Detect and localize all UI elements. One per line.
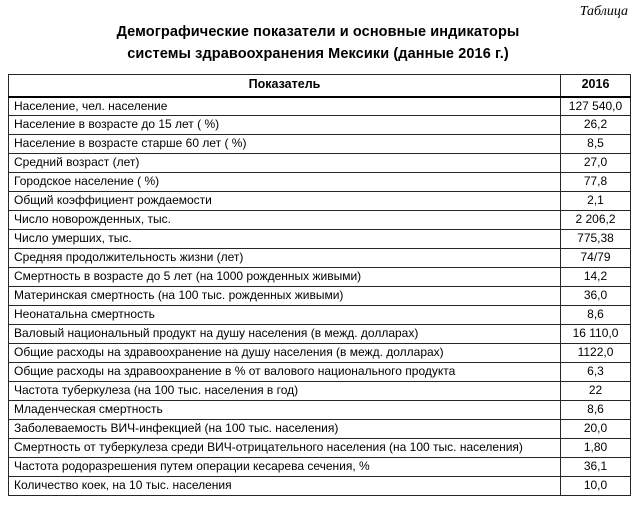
indicator-label: Частота родоразрешения путем операции кесарева сечения, % — [9, 458, 561, 477]
table-header-row — [9, 75, 631, 97]
indicator-label: Частота туберкулеза (на 100 тыс. населения в год) — [9, 382, 561, 401]
indicator-value: 8,6 — [561, 401, 631, 420]
table-row — [9, 382, 631, 401]
table-row — [9, 135, 631, 154]
indicator-value: 36,1 — [561, 458, 631, 477]
table-row — [9, 116, 631, 135]
document-title — [0, 21, 636, 66]
table-row — [9, 268, 631, 287]
table-row — [9, 230, 631, 249]
indicator-label: Общие расходы на здравоохранение в % от валового национального продукта — [9, 363, 561, 382]
table-row — [9, 192, 631, 211]
indicator-value: 16 110,0 — [561, 325, 631, 344]
indicator-label: Смертность от туберкулеза среди ВИЧ-отрицательного населения (на 100 тыс. населения) — [9, 439, 561, 458]
indicator-value: 27,0 — [561, 154, 631, 173]
table-row — [9, 154, 631, 173]
indicator-label: Количество коек, на 10 тыс. населения — [9, 477, 561, 496]
indicator-value: 74/79 — [561, 249, 631, 268]
indicator-label: Младенческая смертность — [9, 401, 561, 420]
indicator-label: Городское население ( %) — [9, 173, 561, 192]
indicator-value: 127 540,0 — [561, 97, 631, 116]
document-title-line1: Демографические показатели и основные индикаторы — [116, 24, 520, 40]
indicator-value: 22 — [561, 382, 631, 401]
table-row — [9, 458, 631, 477]
table-row — [9, 306, 631, 325]
table-row — [9, 401, 631, 420]
indicator-value: 8,6 — [561, 306, 631, 325]
table-row — [9, 211, 631, 230]
indicator-label: Валовый национальный продукт на душу населения (в межд. долларах) — [9, 325, 561, 344]
indicator-value: 2,1 — [561, 192, 631, 211]
table-row — [9, 173, 631, 192]
indicator-label: Число новорожденных, тыс. — [9, 211, 561, 230]
indicator-value: 6,3 — [561, 363, 631, 382]
table-row — [9, 287, 631, 306]
table-row — [9, 344, 631, 363]
indicator-value: 1122,0 — [561, 344, 631, 363]
indicator-label: Население в возрасте старше 60 лет ( %) — [9, 135, 561, 154]
table-row — [9, 477, 631, 496]
indicator-label: Общий коэффициент рождаемости — [9, 192, 561, 211]
column-header-indicator: Показатель — [9, 75, 561, 97]
indicator-label: Средний возраст (лет) — [9, 154, 561, 173]
indicator-value: 77,8 — [561, 173, 631, 192]
indicator-label: Население в возрасте до 15 лет ( %) — [9, 116, 561, 135]
table-row — [9, 325, 631, 344]
document-title-line2: системы здравоохранения Мексики (данные 2016 г.) — [127, 46, 509, 62]
table-caption: Таблица — [579, 4, 628, 19]
table-row — [9, 363, 631, 382]
indicator-label: Число умерших, тыс. — [9, 230, 561, 249]
indicators-table — [8, 74, 631, 496]
indicator-value: 10,0 — [561, 477, 631, 496]
indicator-value: 14,2 — [561, 268, 631, 287]
table-row — [9, 420, 631, 439]
table-row — [9, 439, 631, 458]
indicator-label: Неонатальна смертность — [9, 306, 561, 325]
indicator-label: Общие расходы на здравоохранение на душу населения (в межд. долларах) — [9, 344, 561, 363]
indicator-value: 2 206,2 — [561, 211, 631, 230]
table-row — [9, 97, 631, 116]
indicator-value: 8,5 — [561, 135, 631, 154]
indicator-label: Средняя продолжительность жизни (лет) — [9, 249, 561, 268]
table-row — [9, 249, 631, 268]
indicator-value: 20,0 — [561, 420, 631, 439]
indicator-label: Материнская смертность (на 100 тыс. рожденных живыми) — [9, 287, 561, 306]
indicator-label: Население, чел. население — [9, 97, 561, 116]
indicator-label: Смертность в возрасте до 5 лет (на 1000 рожденных живыми) — [9, 268, 561, 287]
indicator-label: Заболеваемость ВИЧ-инфекцией (на 100 тыс. населения) — [9, 420, 561, 439]
column-header-year: 2016 — [561, 75, 631, 97]
indicator-value: 775,38 — [561, 230, 631, 249]
indicator-value: 36,0 — [561, 287, 631, 306]
indicator-value: 26,2 — [561, 116, 631, 135]
indicator-value: 1,80 — [561, 439, 631, 458]
